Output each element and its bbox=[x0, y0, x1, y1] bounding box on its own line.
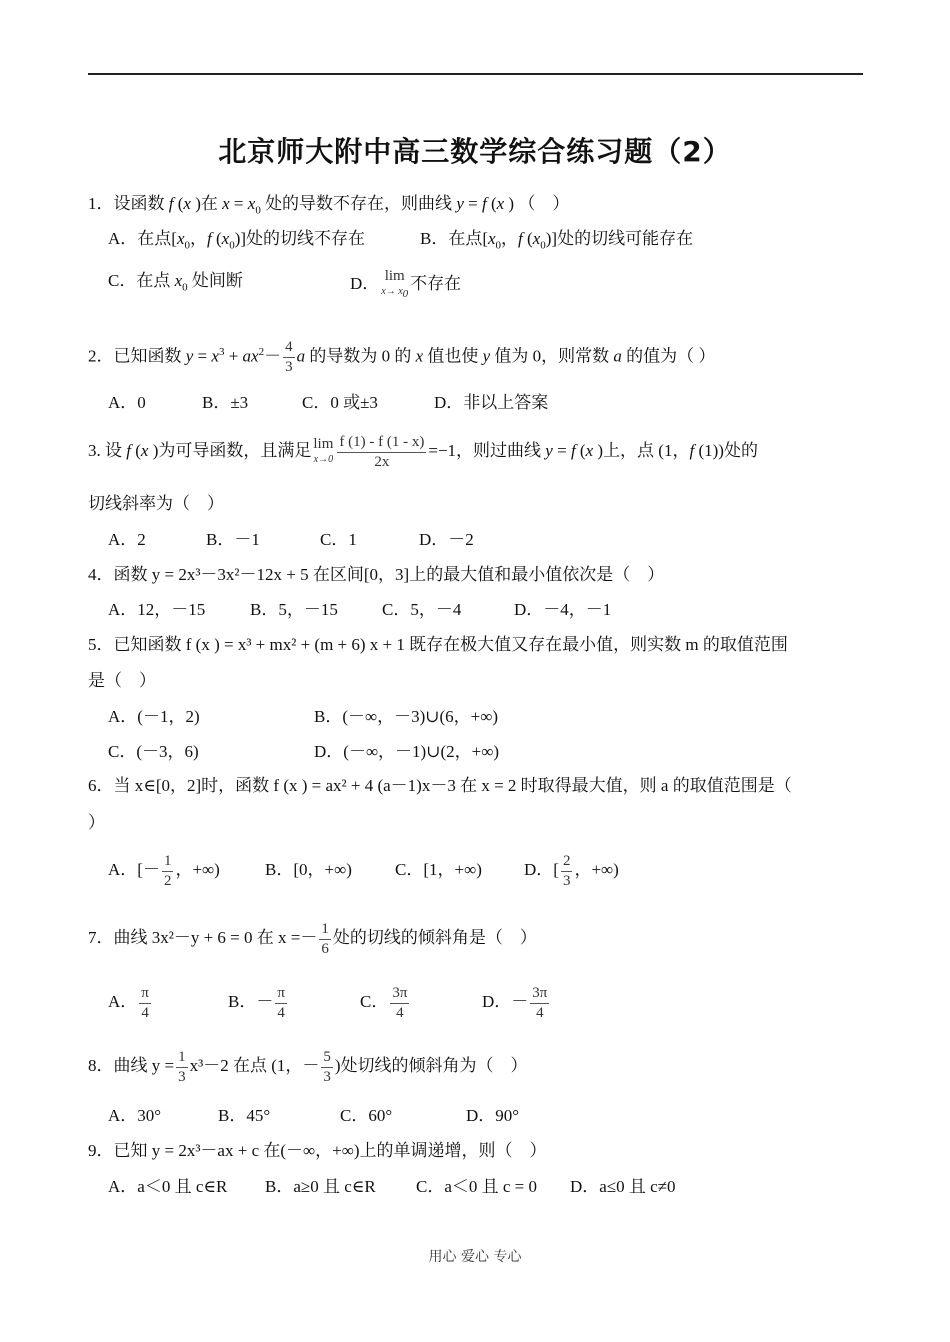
question-6: 6．当 x∈[0，2]时，函数 f (x ) = ax² + 4 (a－1)x－3 在 x = 2 时取得最大值，则 a 的取值范围是（ bbox=[88, 776, 792, 795]
fraction: $\frac{\pi}{4}$ bbox=[141, 984, 149, 1021]
question-7: 7．曲线 3x²－y + 6 = 0 在 x =－ $\frac{1}{6}$ 处的切线的倾斜角是（ ） bbox=[88, 920, 537, 957]
limit-symbol: lim $x\to x_0$ bbox=[381, 268, 409, 300]
q3-option-d: D．－2 bbox=[419, 530, 474, 549]
q5-option-d: D．(－∞，－1)∪(2，+∞) bbox=[314, 742, 499, 761]
page-footer: 用心 爱心 专心 bbox=[428, 1249, 522, 1265]
q4-option-c: C．5，－4 bbox=[382, 600, 462, 619]
q7-option-d: D．－ $\frac{3\pi}{4}$ bbox=[482, 984, 548, 1021]
q6-option-c: C．[1，+∞) bbox=[395, 860, 482, 879]
question-8: 8．曲线 y = $\frac{1}{3}$ x³－2 在点 (1，－ $\frac{5}{3}$ )处切线的倾斜角为（ ） bbox=[88, 1048, 528, 1085]
fraction: $\frac{\pi}{4}$ bbox=[277, 984, 285, 1021]
fraction: $\frac{1}{3}$ bbox=[178, 1048, 186, 1085]
question-3: 3. 设 f (x )为可导函数，且满足 lim x→0 $\frac{f (1) - f (1 - x)}{2x}$ =−1，则过曲线 y = f (x )上，点 (1，f (1))处的 bbox=[88, 433, 758, 470]
q1-option-a: A．在点[$x_0$，f $(x_0)$]处的切线不存在 bbox=[108, 229, 366, 252]
question-3-line-2: 切线斜率为（ ） bbox=[88, 494, 224, 513]
q4-option-a: A．12，－15 bbox=[108, 600, 206, 619]
q3-option-b: B．－1 bbox=[206, 530, 260, 549]
q9-option-c: C．a＜0 且 c = 0 bbox=[416, 1177, 538, 1196]
question-1: 1．设函数 f (x )在 $x = x_0$ 处的导数不存在，则曲线 y = f (x ) （ ） bbox=[88, 194, 570, 217]
header-rule bbox=[88, 73, 863, 75]
question-6-line-2: ） bbox=[88, 813, 105, 832]
question-9: 9．已知 y = 2x³－ax + c 在(－∞，+∞)上的单调递增，则（ ） bbox=[88, 1141, 547, 1160]
page-title: 北京师大附中高三数学综合练习题（2） bbox=[218, 135, 732, 168]
q6-option-b: B．[0，+∞) bbox=[265, 860, 352, 879]
q3-option-c: C．1 bbox=[320, 530, 357, 549]
question-5-line-2: 是（ ） bbox=[88, 671, 156, 690]
q4-option-d: D．－4，－1 bbox=[514, 600, 612, 619]
q7-option-a: A． $\frac{\pi}{4}$ bbox=[108, 984, 149, 1021]
q2-option-c: C．0 或±3 bbox=[302, 393, 378, 412]
q8-option-d: D．90° bbox=[466, 1106, 520, 1125]
q5-option-c: C．(－3，6) bbox=[108, 742, 199, 761]
fraction: $\frac{2}{3}$ bbox=[562, 852, 571, 889]
fraction: $\frac{4}{3}$ bbox=[285, 339, 293, 376]
q2-option-d: D．非以上答案 bbox=[434, 393, 549, 412]
q7-option-c: C． $\frac{3\pi}{4}$ bbox=[360, 984, 408, 1021]
fraction: $\frac{1}{6}$ bbox=[321, 920, 329, 957]
q2-option-b: B．±3 bbox=[202, 393, 249, 412]
fraction: $\frac{5}{3}$ bbox=[323, 1048, 331, 1085]
question-2: 2．已知函数 $y = x^3 + ax^2-$ $\frac{4}{3}$ a 的导数为 0 的 x 值也使 y 值为 0，则常数 a 的值为（ ） bbox=[88, 339, 716, 376]
q5-option-b: B．(－∞，－3)∪(6，+∞) bbox=[314, 707, 499, 726]
q1-option-b: B．在点[$x_0$，f $(x_0)$]处的切线可能存在 bbox=[420, 229, 694, 252]
q9-option-b: B．a≥0 且 c∈R bbox=[265, 1177, 376, 1196]
q7-option-b: B．－ $\frac{\pi}{4}$ bbox=[228, 984, 285, 1021]
q9-option-d: D．a≤0 且 c≠0 bbox=[570, 1177, 676, 1196]
q9-option-a: A．a＜0 且 c∈R bbox=[108, 1177, 228, 1196]
fraction: $\frac{3\pi}{4}$ bbox=[532, 984, 548, 1021]
q1-option-d: D． lim $x\to x_0$ 不存在 bbox=[350, 268, 462, 300]
q6-option-d: D．[ $\frac{2}{3}$ ，+∞) bbox=[524, 852, 619, 889]
limit-symbol: lim x→0 bbox=[313, 436, 334, 466]
q3-option-a: A．2 bbox=[108, 530, 146, 549]
q4-option-b: B．5，－15 bbox=[250, 600, 338, 619]
q1-option-c: C．在点 $x_0$ 处间断 bbox=[108, 271, 243, 294]
question-4: 4．函数 y = 2x³－3x²－12x + 5 在区间[0，3]上的最大值和最小值依次是（ ） bbox=[88, 565, 665, 584]
q6-option-a: A．[－ $\frac{1}{2}$ ，+∞) bbox=[108, 852, 220, 889]
q8-option-b: B．45° bbox=[218, 1106, 271, 1125]
fraction: $\frac{f (1) - f (1 - x)}{2x}$ bbox=[339, 433, 425, 470]
q5-option-a: A．(－1，2) bbox=[108, 707, 200, 726]
fraction: $\frac{1}{2}$ bbox=[163, 852, 172, 889]
q8-option-a: A．30° bbox=[108, 1106, 162, 1125]
question-5: 5．已知函数 f (x ) = x³ + mx² + (m + 6) x + 1 既存在极大值又存在最小值，则实数 m 的取值范围 bbox=[88, 635, 788, 654]
fraction: $\frac{3\pi}{4}$ bbox=[392, 984, 408, 1021]
q2-option-a: A．0 bbox=[108, 393, 146, 412]
q8-option-c: C．60° bbox=[340, 1106, 393, 1125]
